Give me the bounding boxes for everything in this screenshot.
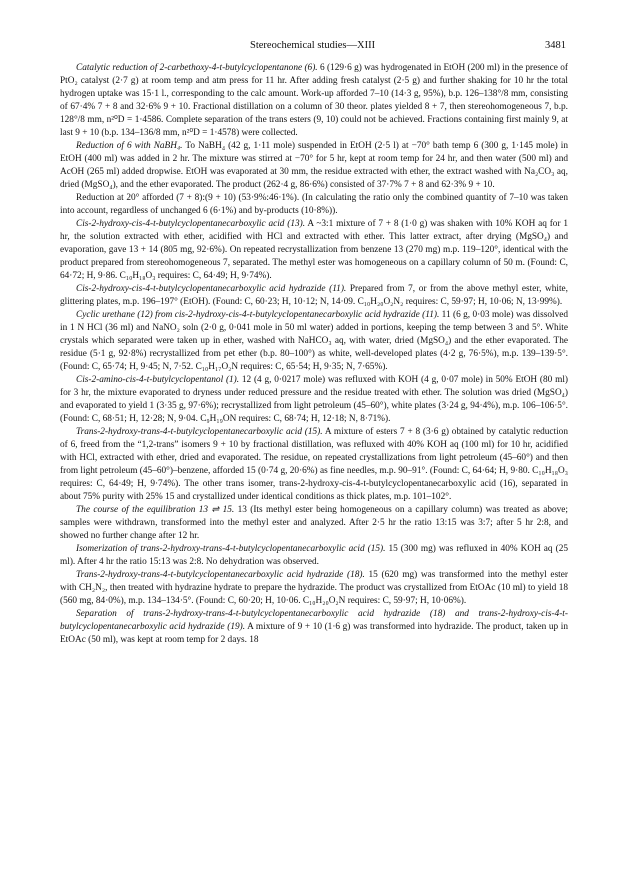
paragraph-lead: Cis-2-hydroxy-cis-4-t-butylcyclopentanecarboxylic acid hydrazide (11). bbox=[76, 284, 347, 294]
paragraph-acid-13 bbox=[60, 218, 568, 283]
paragraph-lead: Isomerization of trans-2-hydroxy-trans-4-t-butylcyclopentanecarboxylic acid (15). bbox=[76, 544, 386, 554]
page-header bbox=[0, 40, 624, 54]
running-title: Stereochemical studies—XIII bbox=[250, 40, 376, 51]
paragraph-lead: Trans-2-hydroxy-trans-4-t-butylcyclopentanecarboxylic acid (15). bbox=[76, 427, 323, 437]
paragraph-lead: Cis-2-amino-cis-4-t-butylcyclopentanol (1). bbox=[76, 375, 240, 385]
paragraph-lead: The course of the equilibration 13 ⇌ 15. bbox=[76, 505, 235, 515]
paragraph-lead: Catalytic reduction of 2-carbethoxy-4-t-butylcyclopentanone (6). bbox=[76, 63, 318, 73]
paragraph-text: 6 (129·6 g) was hydrogenated in EtOH (200 ml) in the presence of PtO₂ catalyst (2·7 g) at room temp and atm press for 11 hr. After adding fresh catalyst (2·5 g) and further shaking for 10 hr the total hydrogen uptake was 15·1 l., corresponding to the calc amount. Work-up afforded 7–10 (14·3 g, 95%), b.p. 126–138°/8 mm, consisting of 67·4% 7 + 8 and 32·6% 9 + 10. Fractional distillation on a column of 30 theor. plates yielded 8 + 7, then stereohomogeneous 7, b.p. 128°/8 mm, n²⁰D = 1·4586. Complete separation of the trans esters (9, 10) could not be achieved. Fractions containing first mainly 9, at last 9 + 10 (b.p. 134–136/8 mm, n²⁰D = 1·4578) were collected. bbox=[60, 63, 568, 138]
page-number: 3481 bbox=[545, 40, 566, 51]
paragraph-urethane-12 bbox=[60, 309, 568, 374]
paragraph-separation bbox=[60, 608, 568, 647]
paragraph-text: 15 (620 mg) was transformed into the methyl ester with CH₂N₂, then treated with hydrazine hydrate to prepare the hydrazide. The product was crystallized from EtOAc (10 ml) to yield 18 (560 mg, 84·0%), m.p. 134–134·5°. (Found: C, 60·20; H, 10·06. C₁₀H₂₀O₂N requires: C, 59·97; H, 10·06%). bbox=[60, 570, 568, 606]
paragraph-lead: Cis-2-hydroxy-cis-4-t-butylcyclopentanecarboxylic acid (13). bbox=[76, 219, 306, 229]
paragraph-amino-1 bbox=[60, 374, 568, 426]
paragraph-text: 15 (300 mg) was refluxed in 40% KOH aq (25 ml). After 4 hr the ratio 15:13 was 2:8. No dehydration was observed. bbox=[60, 544, 568, 567]
paragraph-isomerization bbox=[60, 543, 568, 569]
paragraph-text: Reduction at 20° afforded (7 + 8):(9 + 10) (53·9%:46·1%). (In calculating the ratio only the combined quantity of 7–10 was taken into account, regardless of unchanged 6 (6·1%) and by-products (10·8%)). bbox=[60, 193, 568, 216]
paragraph-text: A mixture of esters 7 + 8 (3·6 g) obtained by catalytic reduction of 6, freed from the “1,2-trans” isomers 9 + 10 by fractional distillation, was refluxed with 40% KOH aq (100 ml) for 10 hr, acidified with HCl, extracted with ether, dried and evaporated. The residue, on repeated crystallizations from light petroleum (45–60°) and then from light petroleum (45–60°)–benzene, afforded 15 (0·74 g, 20·6%) as fine needles, m.p. 90–91°. (Found: C, 64·64; H, 9·80. C₁₀H₁₈O₃ requires: C, 64·49; H, 9·74%). The other trans isomer, trans-2-hydroxy-cis-4-t-butylcyclopentanecarboxylic acid (16), separated in about 75% purity with 25% 15 and crystallized under identical conditions as thick plates, m.p. 101–102°. bbox=[60, 427, 568, 502]
paragraph-nabh4-reduction bbox=[60, 140, 568, 192]
paragraph-text: A mixture of 9 + 10 (1·6 g) was transformed into hydrazide. The product, taken up in EtOAc (50 ml), was kept at room temp for 2 days. 18 bbox=[60, 622, 568, 645]
paragraph-hydrazide-18 bbox=[60, 569, 568, 608]
paragraph-text: To NaBH₄ (42 g, 1·11 mole) suspended in EtOH (2·5 l) at −70° bath temp 6 (300 g, 1·145 mole) in EtOH (400 ml) was added in 2 hr. The mixture was stirred at −70° for 5 hr, kept at room temp for 24 hr, and then water (500 ml) and AcOH (265 ml) added dropwise. EtOH was evaporated at 30 mm, the residue extracted with ether, the extract washed with Na₂CO₃ aq, dried (MgSO₄), and the ether evaporated. The product (262·4 g, 86·6%) consisted of 37·7% 7 + 8 and 62·3% 9 + 10. bbox=[60, 141, 568, 190]
paragraph-equilibration bbox=[60, 504, 568, 543]
paragraph-lead: Trans-2-hydroxy-trans-4-t-butylcyclopentanecarboxylic acid hydrazide (18). bbox=[76, 570, 365, 580]
paragraph-lead: Separation of trans-2-hydroxy-trans-4-t-butylcyclopentanecarboxylic acid hydrazide (18) and trans-2-hydroxy-cis-4-t-butylcyclopentanecarboxylic acid hydrazide (19). bbox=[60, 609, 568, 632]
paragraph-lead: Reduction of 6 with NaBH₄. bbox=[76, 141, 183, 151]
paragraph-text: 12 (4 g, 0·0217 mole) was refluxed with KOH (4 g, 0·07 mole) in 50% EtOH (80 ml) for 3 hr, the mixture evaporated to dryness under reduced pressure and the residue treated with ether. The solution was dried (MgSO₄) and evaporated to yield 1 (3·35 g, 97·6%); recrystallized from light petroleum (45–60°), white plates (3·24 g, 94·4%), m.p. 106–106·5°. (Found: C, 68·51; H, 12·28; N, 9·04. C₉H₁₉ON requires: C, 68·74; H, 12·18; N, 8·71%). bbox=[60, 375, 568, 424]
paragraph-text: 13 (Its methyl ester being homogeneous on a capillary column) was treated as above; samples were withdrawn, transformed into the methyl ester and analyzed. After 2·5 hr the ratio 13:15 was 3:7; after 5 hr 2:8, and showed no further change after 12 hr. bbox=[60, 505, 568, 541]
paragraph-text: A ~3:1 mixture of 7 + 8 (1·0 g) was shaken with 10% KOH aq for 1 hr, the solution extracted with ether, acidified with HCl and extracted with ether. This latter extract, after drying (MgSO₄) and evaporation, gave 13 + 14 (805 mg, 92·6%). On repeated recrystallization from benzene 13 (270 mg) m.p. 119–120°, identical with the product prepared from stereohomogeneous 7, separated. The methyl ester was homogeneous on a capillary column of 50 m. (Found: C, 64·72; H, 9·86. C₁₀H₁₈O₃ requires: C, 64·49; H, 9·74%). bbox=[60, 219, 568, 281]
paragraph-lead: Cyclic urethane (12) from cis-2-hydroxy-cis-4-t-butylcyclopentanecarboxylic acid hydrazide (11). bbox=[76, 310, 440, 320]
paragraph-acid-15 bbox=[60, 426, 568, 504]
article-body bbox=[60, 62, 568, 647]
paragraph-text: 11 (6 g, 0·03 mole) was dissolved in 1 N HCl (36 ml) and NaNO₂ soln (2·0 g, 0·041 mole in 50 ml water) added in portions, keeping the temp between 3 and 5°. White crystals which separated were taken up in ether, washed with NaHCO₃ aq, with water, dried (MgSO₄) and the ether evaporated. The residue (5·1 g, 92·8%) recrystallized from pet ether (b.p. 80–100°) as white, well-developed plates (4·2 g, 76·5%), m.p. 139–139·5°. (Found: C, 65·74; H, 9·45; N, 7·52. C₁₀H₁₇O₂N requires: C, 65·54; H, 9·35; N, 7·65%). bbox=[60, 310, 569, 372]
paragraph-reduction-20 bbox=[60, 192, 568, 218]
paragraph-text: Prepared from 7, or from the above methyl ester, white, glittering plates, m.p. 196–197° (EtOH). (Found: C, 60·23; H, 10·12; N, 14·09. C₁₀H₂₀O₂N₂ requires: C, 59·97; H, 10·06; N, 13·99%). bbox=[60, 284, 569, 307]
paragraph-catalytic-reduction bbox=[60, 62, 568, 140]
paragraph-hydrazide-11 bbox=[60, 283, 568, 309]
